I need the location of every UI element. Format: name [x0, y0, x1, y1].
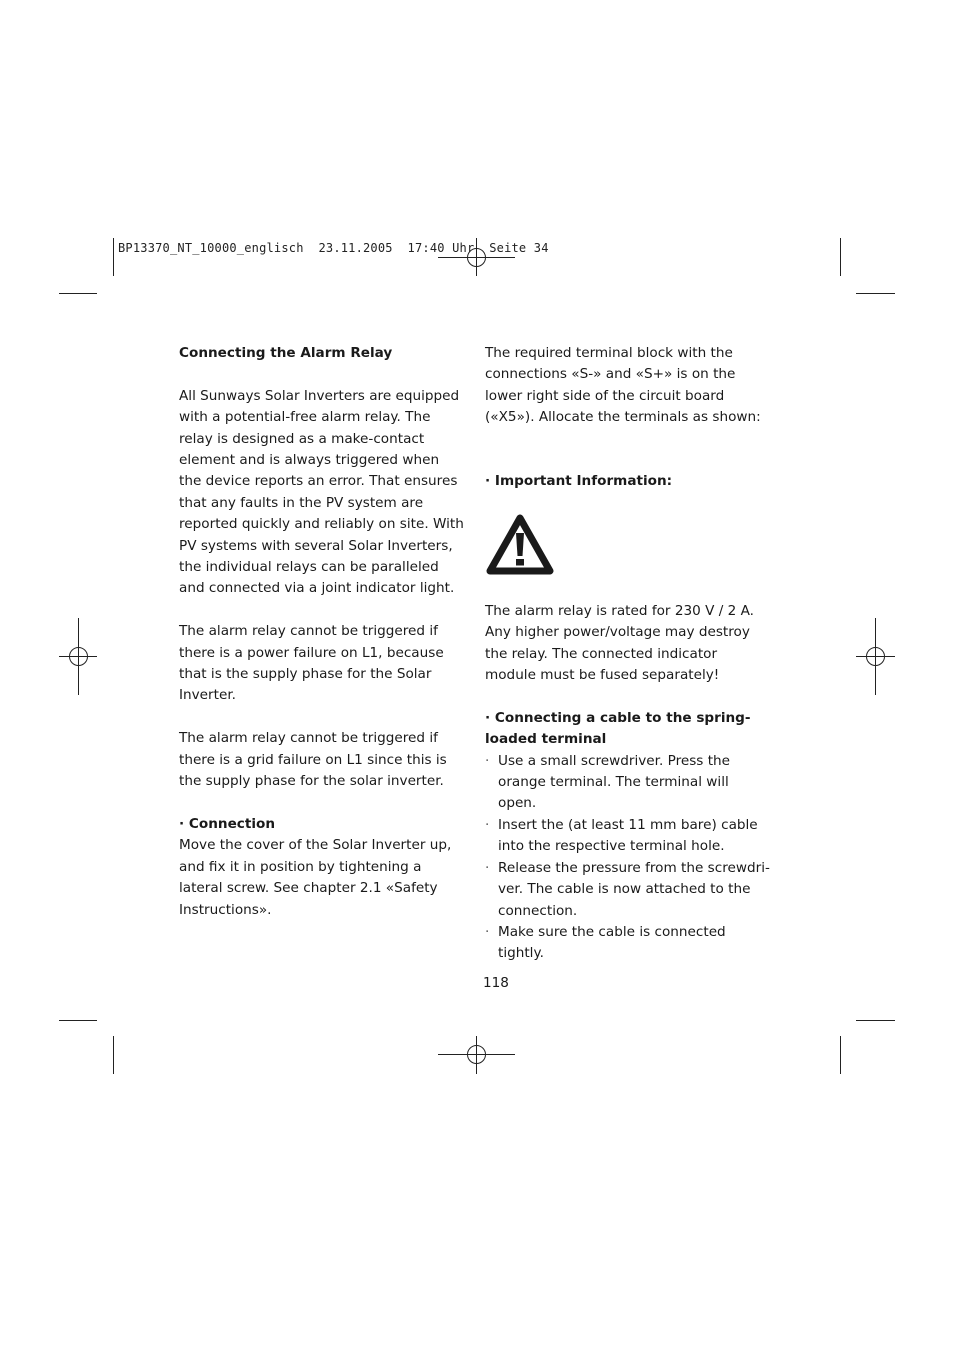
registration-mark-right — [856, 618, 895, 695]
power-failure-paragraph: The alarm relay cannot be triggered if there is a power failure on L1, because that is the supply phase for the Solar Inverter. — [179, 623, 444, 704]
warning-triangle-icon — [485, 513, 555, 577]
cable-heading: · Connecting a cable to the spring-loaded terminal — [485, 709, 751, 748]
connection-paragraph: Move the cover of the Solar Inverter up, and fix it in position by tightening a lateral screw. See chapter 2.1 «Safety Instructions». — [179, 837, 452, 918]
list-item: · Insert the (at least 11 mm bare) cable into the respective terminal hole. — [485, 815, 770, 858]
section-title: Connecting the Alarm Relay — [179, 345, 393, 361]
intro-paragraph: All Sunways Solar Inverters are equipped with a potential-free alarm relay. The relay is designed as a make-contact element and is always triggered when the device reports an error. That ensures that any faults in the PV system are reported quickly and reliably on site. With PV systems with several Solar Inverters, the individual relays can be paralleled and connected via a joint indicator light. — [179, 387, 464, 597]
warning-paragraph: The alarm relay is rated for 230 V / 2 A. Any higher power/voltage may destroy the relay. The connected indicator module must be fused separately! — [485, 602, 754, 684]
left-column — [179, 343, 464, 921]
cable-steps-list — [485, 751, 770, 965]
page-number: 118 — [483, 975, 509, 991]
list-item: · Make sure the cable is connected tightly. — [485, 922, 770, 965]
list-item: · Release the pressure from the screwdri-ver. The cable is now attached to the connection. — [485, 858, 770, 922]
print-slug: BP13370_NT_10000_englisch 23.11.2005 17:40 Uhr Seite 34 — [118, 241, 549, 255]
list-item: · Use a small screwdriver. Press the orange terminal. The terminal will open. — [485, 751, 770, 815]
right-column — [485, 343, 770, 965]
connection-heading: · Connection — [179, 815, 276, 832]
registration-mark-left — [59, 618, 97, 695]
terminal-block-paragraph: The required terminal block with the connections «S-» and «S+» is on the lower right side of the circuit board («X5»). Allocate the terminals as shown: — [485, 345, 761, 426]
important-heading: · Important Information: — [485, 473, 673, 490]
registration-mark-bottom — [438, 1036, 515, 1074]
grid-failure-paragraph: The alarm relay cannot be triggered if there is a grid failure on L1 since this is the supply phase for the solar inverter. — [179, 730, 447, 790]
